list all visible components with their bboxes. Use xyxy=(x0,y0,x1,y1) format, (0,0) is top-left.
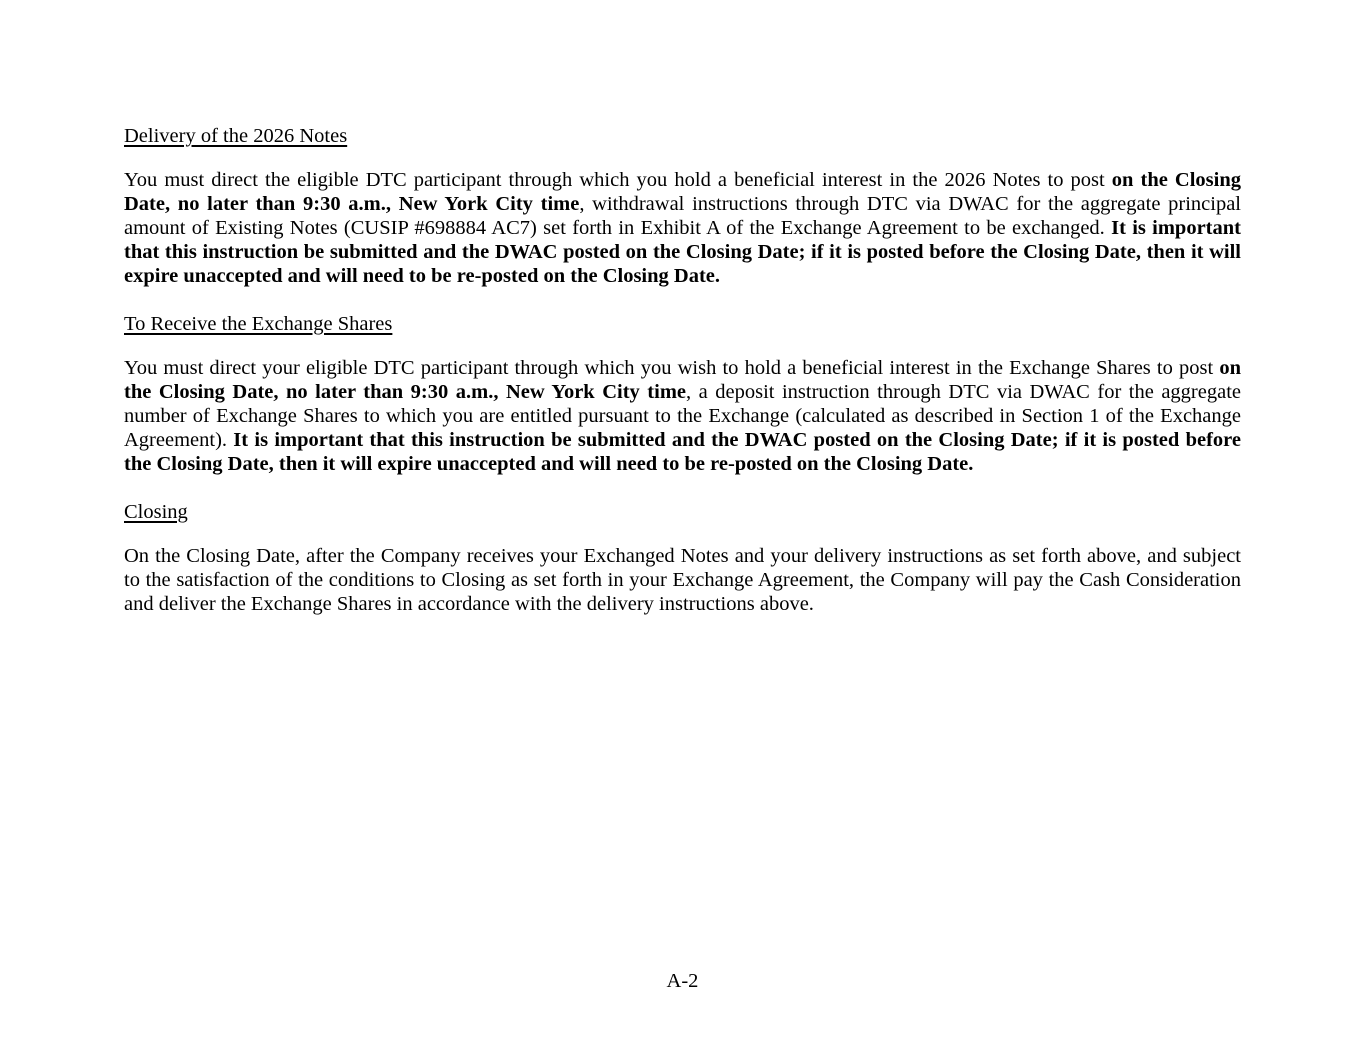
paragraph-delivery xyxy=(124,168,1241,288)
section-heading-delivery: Delivery of the 2026 Notes xyxy=(124,125,348,147)
paragraph-text: , withdrawal instructions through DTC via DWAC for the aggregate principal amount of Existing Notes (CUSIP #698884 AC7) set forth in Exhibit A of the Exchange Agreement to be exchanged. xyxy=(124,193,1241,239)
page-number: A-2 xyxy=(666,970,699,992)
paragraph-closing xyxy=(124,544,1241,616)
section-heading-closing: Closing xyxy=(124,501,188,523)
paragraph-exchange-shares xyxy=(124,356,1241,476)
paragraph-text: On the Closing Date, after the Company receives your Exchanged Notes and your delivery instructions as set forth above, and subject to the satisfaction of the conditions to Closing as set forth in your Exchange Agreement, the Company will pay the Cash Consideration and deliver the Exchange Shares in accordance with the delivery instructions above. xyxy=(124,545,1241,615)
paragraph-text: , a deposit instruction through DTC via DWAC for the aggregate number of Exchange Shares to which you are entitled pursuant to the Exchange (calculated as described in Section 1 of the Exchange Agreement). xyxy=(124,381,1241,451)
paragraph-text: You must direct your eligible DTC participant through which you wish to hold a beneficial interest in the Exchange Shares to post xyxy=(124,357,1220,379)
section-heading-exchange-shares: To Receive the Exchange Shares xyxy=(124,313,393,335)
paragraph-bold-text: on the Closing Date, no later than 9:30 a.m., New York City time xyxy=(124,169,1241,215)
paragraph-text: You must direct the eligible DTC participant through which you hold a beneficial interest in the 2026 Notes to post xyxy=(124,169,1112,191)
paragraph-bold-text: on the Closing Date, no later than 9:30 a.m., New York City time xyxy=(124,357,1241,403)
paragraph-bold-text: It is important that this instruction be submitted and the DWAC posted on the Closing Date; if it is posted before the Closing Date, then it will expire unaccepted and will need to be re-posted on the Closing Date. xyxy=(124,217,1241,287)
paragraph-bold-text: It is important that this instruction be submitted and the DWAC posted on the Closing Date; if it is posted before the Closing Date, then it will expire unaccepted and will need to be re-posted on the Closing Date. xyxy=(124,429,1241,475)
document-body xyxy=(124,124,1241,640)
